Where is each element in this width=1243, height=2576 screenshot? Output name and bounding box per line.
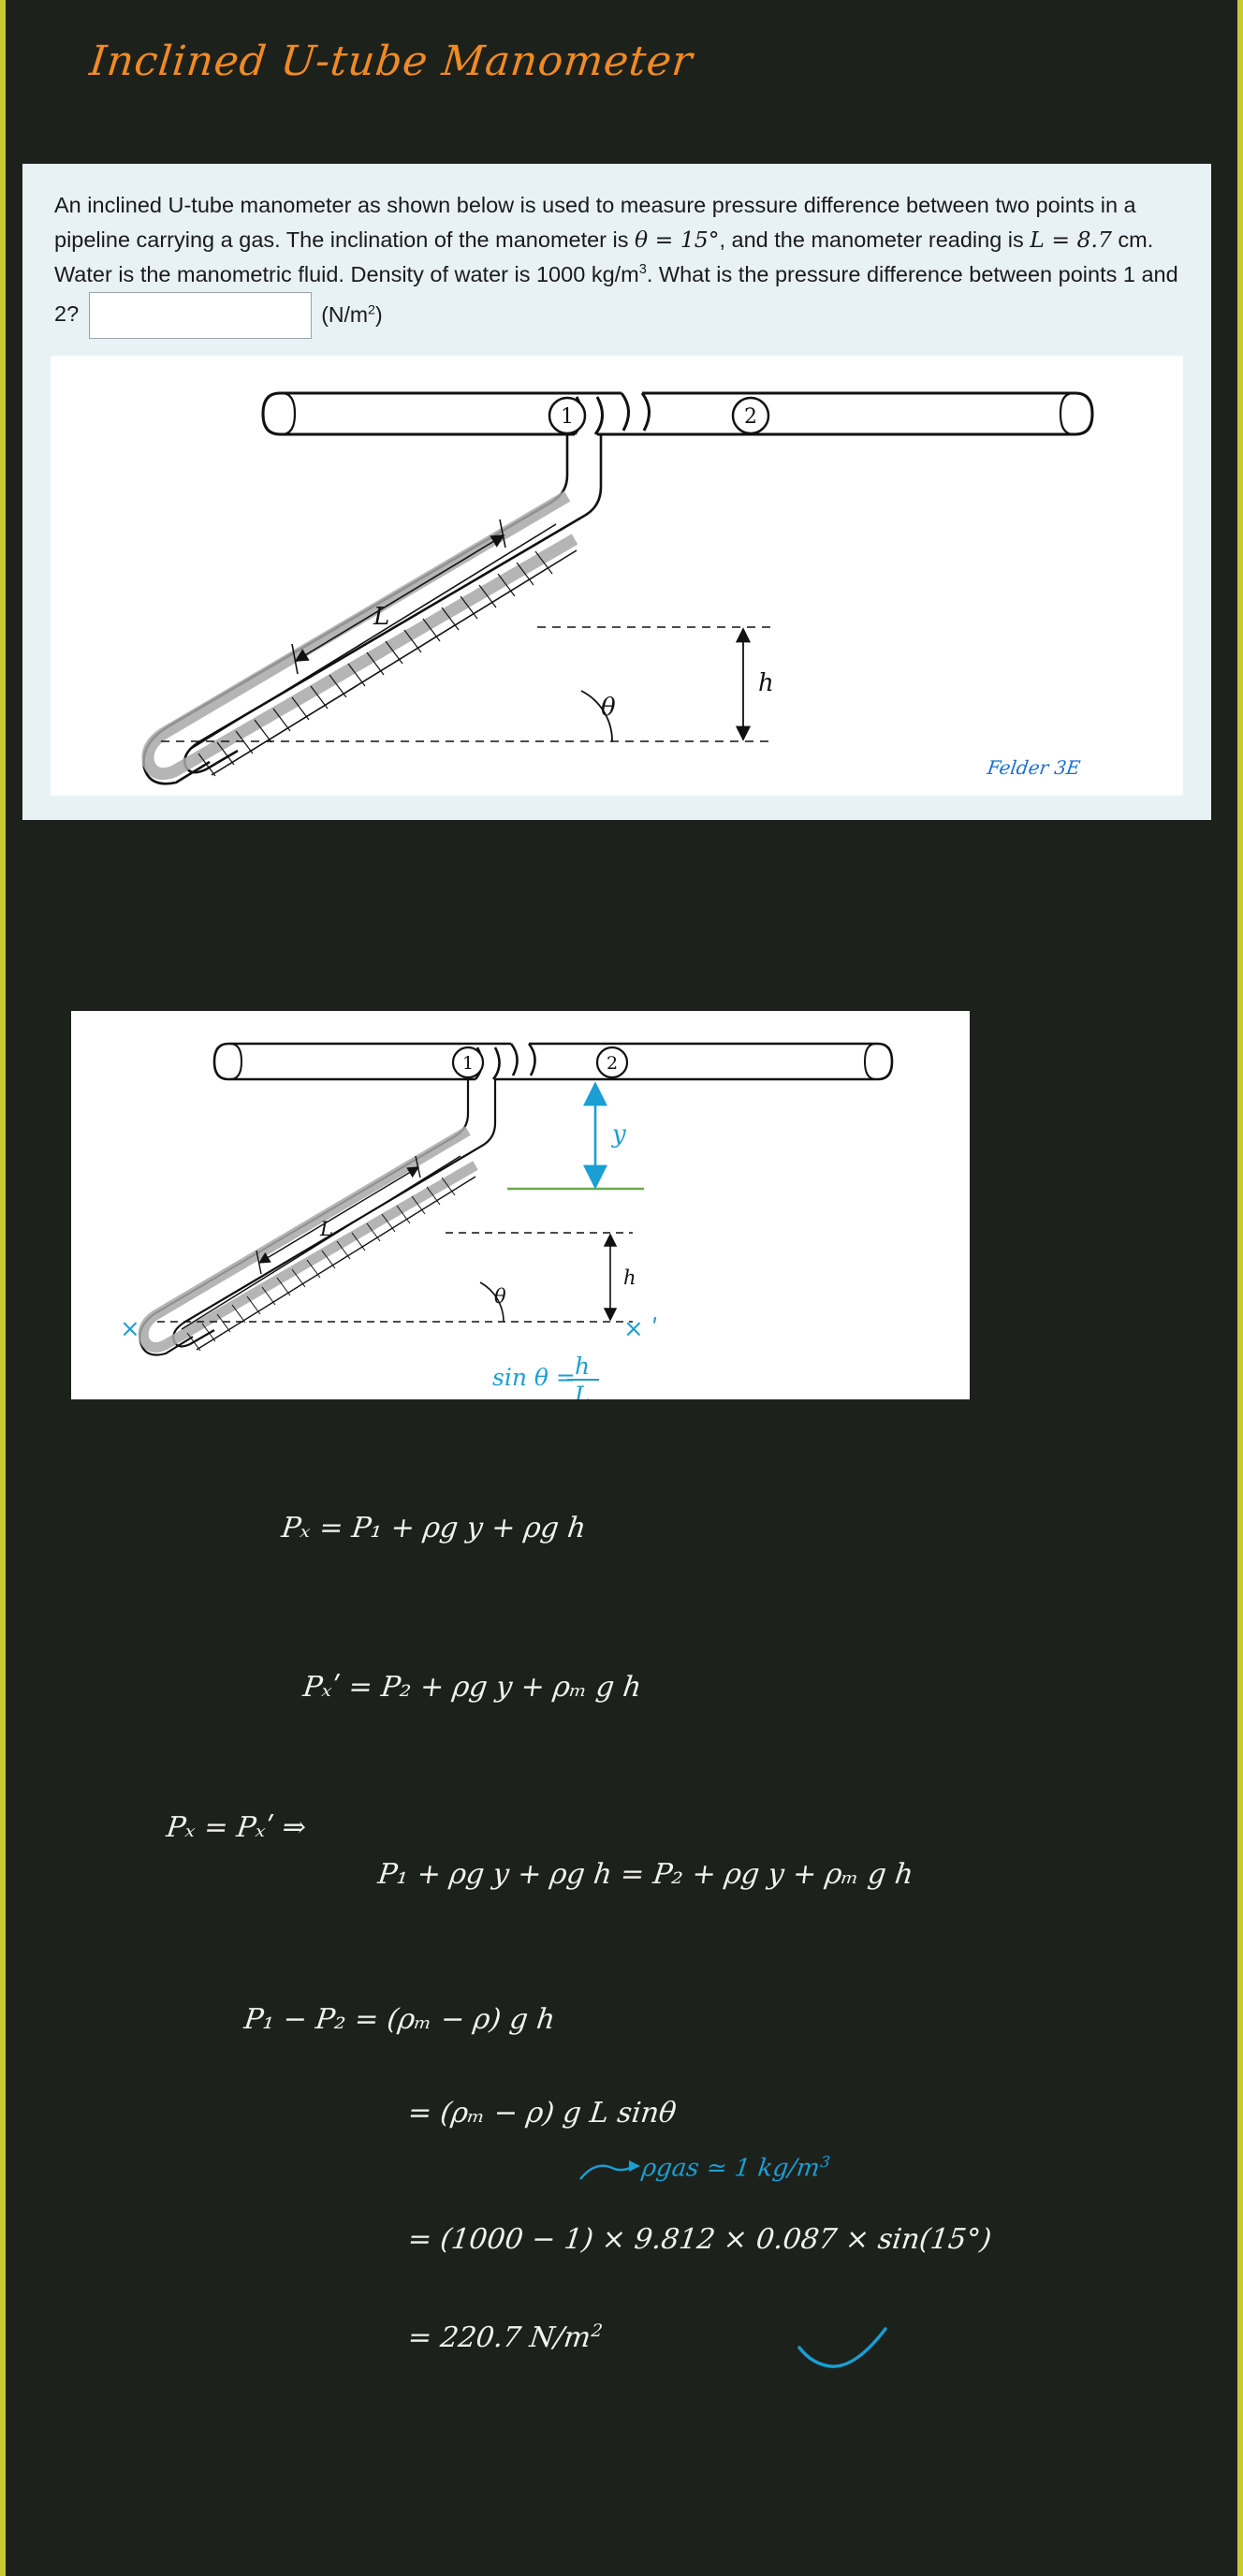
page-title: Inclined U-tube Manometer <box>87 37 695 85</box>
work-note-gas-density <box>640 2153 831 2183</box>
problem-card <box>22 164 1211 820</box>
fig2-y-label: y <box>612 1120 626 1149</box>
problem-line-3a: manometer reading is <box>811 227 1031 253</box>
fig2-sin-relation-num: h <box>574 1353 591 1380</box>
point-2-label: 2 <box>744 405 757 430</box>
problem-line-3b: cm. Water is the manometric fluid. Density of water is 1000 <box>54 227 1154 287</box>
work-equation-1: Pₓ = P₁ + ρg y + ρg h <box>279 1512 588 1544</box>
answer-input[interactable] <box>89 292 312 339</box>
fig2-h-label: h <box>623 1266 636 1289</box>
problem-line-1: An inclined U-tube manometer as shown below is used to measure pressure difference between <box>54 193 989 217</box>
theta-value: θ = 15° <box>635 227 720 254</box>
fig2-sin-relation-lhs: sin θ = <box>492 1364 576 1391</box>
answer-unit: $(N/m^2)$ <box>321 301 383 327</box>
fig2-xprime-label: × ʹ <box>623 1315 659 1343</box>
work-equation-8 <box>406 2321 604 2354</box>
fig2-x-label: × <box>120 1315 140 1343</box>
problem-line-4a: kg/m <box>591 262 639 287</box>
work-equation-2: Pₓʹ = P₂ + ρg y + ρₘ g h <box>300 1671 644 1704</box>
work-equation-7: = (1000 − 1) × 9.812 × 0.087 × sin(15°) <box>405 2223 994 2256</box>
problem-line-4b: . What is the pressure difference between points 1 and 2? <box>54 262 1178 327</box>
work-equation-6: = (ρₘ − ρ) g L sinθ <box>405 2097 679 2130</box>
fig2-sin-relation-den: L <box>574 1382 591 1399</box>
theta-label: θ <box>601 694 616 723</box>
problem-line-2a: two points in a pipeline carrying a gas. The inclination of the manometer is <box>54 193 1136 253</box>
L-dimension-label: L <box>373 603 390 632</box>
annotated-figure <box>71 1011 970 1399</box>
density-exponent: 3 <box>638 262 647 278</box>
fig2-L-label: L <box>320 1218 333 1240</box>
fig2-theta-label: θ <box>494 1285 506 1308</box>
work-equation-5: P₁ − P₂ = (ρₘ − ρ) g h <box>241 2003 557 2036</box>
work-equation-4: P₁ + ρg y + ρg h = P₂ + ρg y + ρₘ g h <box>375 1858 915 1891</box>
L-value: L = 8.7 <box>1030 227 1112 254</box>
source-credit: Felder 3E <box>986 756 1082 780</box>
checkmark-icon <box>792 2312 895 2378</box>
fig2-point-1-label: 1 <box>461 1053 475 1074</box>
arrow-annotation-icon <box>577 2153 651 2190</box>
annotated-diagram-svg <box>71 1011 970 1399</box>
point-1-label: 1 <box>561 405 574 430</box>
work-final-answer-exponent: 2 <box>590 2321 604 2341</box>
manometer-diagram-svg <box>51 356 1183 796</box>
problem-line-2b: , and the <box>719 227 805 253</box>
work-note-gas-exponent: 3 <box>819 2153 831 2171</box>
manometer-figure <box>51 356 1183 796</box>
fluid-fill <box>148 496 575 774</box>
work-final-answer-text: = 220.7 N/m <box>405 2321 593 2354</box>
work-note-gas-text: ρgas ≃ 1 kg/m <box>640 2154 822 2183</box>
work-equation-3: Pₓ = Pₓʹ ⇒ <box>164 1811 309 1844</box>
h-label: h <box>758 669 774 698</box>
fig2-point-2-label: 2 <box>606 1053 619 1074</box>
problem-statement <box>22 164 1211 344</box>
